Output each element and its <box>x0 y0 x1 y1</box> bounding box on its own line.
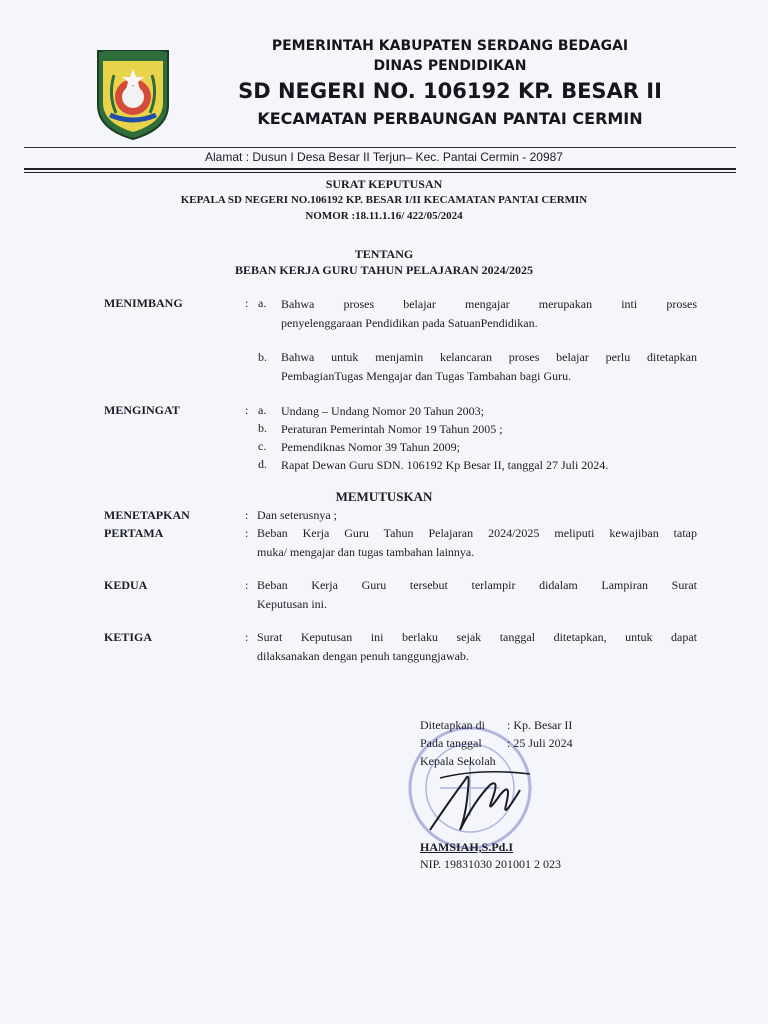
memutuskan-heading: MEMUTUSKAN <box>335 489 433 504</box>
menimbang-colon: : <box>245 296 249 310</box>
mengingat-mark-b: b. <box>258 421 267 435</box>
menimbang-item-b-line1: Bahwa untuk menjamin kelancaran proses belajar perlu ditetapkan <box>281 350 697 364</box>
menimbang-label: MENIMBANG <box>104 296 183 310</box>
mengingat-colon: : <box>245 403 249 417</box>
mengingat-mark-d: d. <box>258 457 267 471</box>
menimbang-mark-a: a. <box>258 296 267 310</box>
position-title: Kepala Sekolah <box>420 754 496 768</box>
menimbang-item-b-line2: PembagianTugas Mengajar dan Tugas Tambahan bagi Guru. <box>281 369 572 383</box>
school-name: SD NEGERI NO. 106192 KP. BESAR II <box>238 79 662 103</box>
decree-number: NOMOR :18.11.1.16/ 422/05/2024 <box>305 210 463 222</box>
decree-subject: BEBAN KERJA GURU TAHUN PELAJARAN 2024/2025 <box>235 263 533 277</box>
menimbang-item-a <box>281 295 697 333</box>
pertama-line1: Beban Kerja Guru Tahun Pelajaran 2024/2025 meliputi kewajiban tatap <box>257 526 697 540</box>
ketiga-colon: : <box>245 630 249 644</box>
pertama-line2: muka/ mengajar dan tugas tambahan lainnya. <box>257 545 475 559</box>
kedua-line1: Beban Kerja Guru tersebut terlampir didalam Lampiran Surat <box>257 578 697 592</box>
place-label: Ditetapkan di <box>420 718 485 732</box>
ketiga-label: KETIGA <box>104 630 153 644</box>
menimbang-item-a-line1: Bahwa proses belajar mengajar merupakan inti proses <box>281 297 697 311</box>
district-name: KECAMATAN PERBAUNGAN PANTAI CERMIN <box>257 109 643 128</box>
kedua-line2: Keputusan ini. <box>257 597 327 611</box>
regency-emblem-logo <box>94 45 172 141</box>
letterhead-divider-thin <box>24 172 736 173</box>
menetapkan-colon: : <box>245 508 249 522</box>
department-name: DINAS PENDIDIKAN <box>373 58 527 74</box>
ketiga-line2: dilaksanakan dengan penuh tanggungjawab. <box>257 649 469 663</box>
decree-issuer: KEPALA SD NEGERI NO.106192 KP. BESAR I/II KECAMATAN PANTAI CERMIN <box>180 194 588 206</box>
kedua-colon: : <box>245 578 249 592</box>
place-value: : Kp. Besar II <box>507 718 573 732</box>
mengingat-item-d: Rapat Dewan Guru SDN. 106192 Kp Besar II, tanggal 27 Juli 2024. <box>281 458 609 472</box>
menimbang-mark-b: b. <box>258 350 267 364</box>
menetapkan-label: MENETAPKAN <box>104 508 190 522</box>
mengingat-label: MENGINGAT <box>104 403 180 417</box>
decree-title: SURAT KEPUTUSAN <box>325 177 443 191</box>
date-label: Pada tanggal <box>420 736 482 750</box>
signatory-name: HAMSIAH,S.Pd.I <box>420 840 514 854</box>
ketiga-line1: Surat Keputusan ini berlaku sejak tanggal ditetapkan, untuk dapat <box>257 630 697 644</box>
letterhead <box>190 36 710 132</box>
menimbang-item-b <box>281 348 697 386</box>
letterhead-divider-thick <box>24 168 736 170</box>
kedua-text <box>257 576 697 614</box>
mengingat-item-a: Undang – Undang Nomor 20 Tahun 2003; <box>281 404 484 418</box>
government-name: PEMERINTAH KABUPATEN SERDANG BEDAGAI <box>271 38 629 54</box>
menetapkan-text: Dan seterusnya ; <box>257 508 337 522</box>
pertama-label: PERTAMA <box>104 526 164 540</box>
menimbang-item-a-line2: penyelenggaraan Pendidikan pada SatuanPendidikan. <box>281 316 538 330</box>
mengingat-mark-a: a. <box>258 403 267 417</box>
date-value: : 25 Juli 2024 <box>507 736 573 750</box>
handwritten-signature <box>420 760 540 840</box>
signatory-nip: NIP. 19831030 201001 2 023 <box>420 857 562 871</box>
pertama-colon: : <box>245 526 249 540</box>
kedua-label: KEDUA <box>104 578 148 592</box>
mengingat-item-b: Peraturan Pemerintah Nomor 19 Tahun 2005 ; <box>281 422 503 436</box>
decree-about: TENTANG <box>354 247 414 261</box>
school-address: Alamat : Dusun I Desa Besar II Terjun– Kec. Pantai Cermin - 20987 <box>205 150 563 164</box>
pertama-text <box>257 524 697 562</box>
ketiga-text <box>257 628 697 666</box>
mengingat-mark-c: c. <box>258 439 267 453</box>
mengingat-item-c: Pemendiknas Nomor 39 Tahun 2009; <box>281 440 460 454</box>
